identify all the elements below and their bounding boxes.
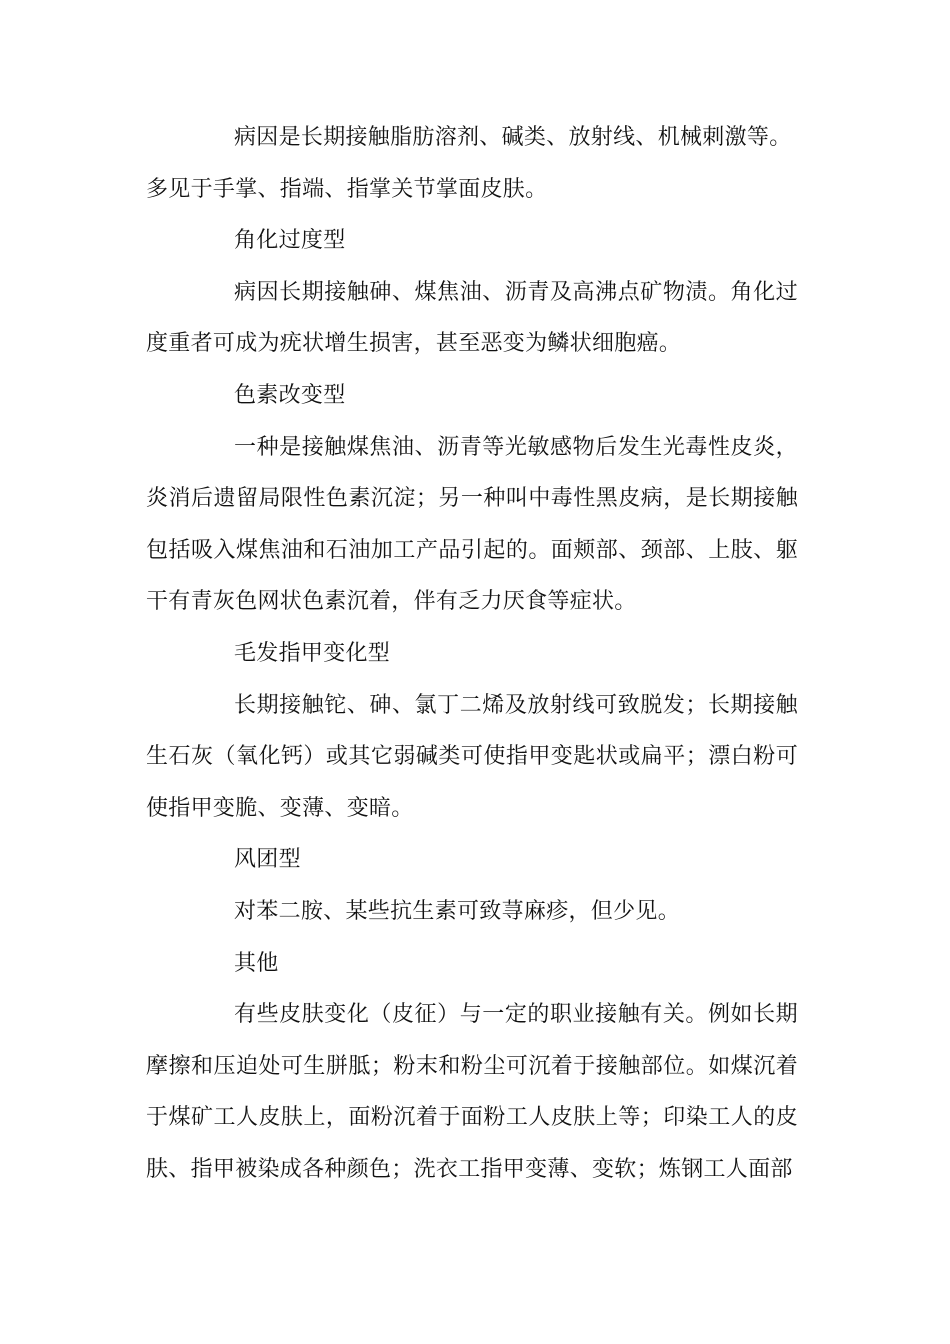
heading-hyperkeratosis: 角化过度型 <box>234 228 346 254</box>
paragraph-hair-nail: 长期接触铊、砷、氯丁二烯及放射线可致脱发；长期接触生石灰（氧化钙）或其它弱碱类可使指甲变匙状或扁平；漂白粉可使指甲变脆、变薄、变暗。 <box>146 692 798 821</box>
paragraph-pigmentation: 一种是接触煤焦油、沥青等光敏感物后发生光毒性皮炎，炎消后遗留局限性色素沉淀；另一种叫中毒性黑皮病，是长期接触包括吸入煤焦油和石油加工产品引起的。面颊部、颈部、上肢、躯干有青灰色网状色素沉着，伴有乏力厌食等症状。 <box>146 434 798 615</box>
paragraph-urticaria: 对苯二胺、某些抗生素可致荨麻疹，但少见。 <box>234 898 681 924</box>
heading-pigmentation: 色素改变型 <box>234 382 346 408</box>
heading-urticaria: 风团型 <box>234 847 301 873</box>
heading-other: 其他 <box>234 950 279 976</box>
paragraph-other: 有些皮肤变化（皮征）与一定的职业接触有关。例如长期摩擦和压迫处可生胼胝；粉末和粉尘可沉着于接触部位。如煤沉着于煤矿工人皮肤上，面粉沉着于面粉工人皮肤上等；印染工人的皮肤、指甲被染成各种颜色；洗衣工指甲变薄、变软；炼钢工人面部 <box>146 1002 798 1182</box>
heading-hair-nail: 毛发指甲变化型 <box>234 640 391 666</box>
paragraph-1: 病因是长期接触脂肪溶剂、碱类、放射线、机械刺激等。 <box>234 125 792 150</box>
paragraph-hyperkeratosis: 病因长期接触砷、煤焦油、沥青及高沸点矿物渍。角化过度重者可成为疣状增生损害，甚至恶变为鳞状细胞癌。 <box>146 279 798 357</box>
document-body <box>146 112 798 1195</box>
paragraph-1-continuation: 多见于手掌、指端、指掌关节掌面皮肤。 <box>146 176 548 202</box>
